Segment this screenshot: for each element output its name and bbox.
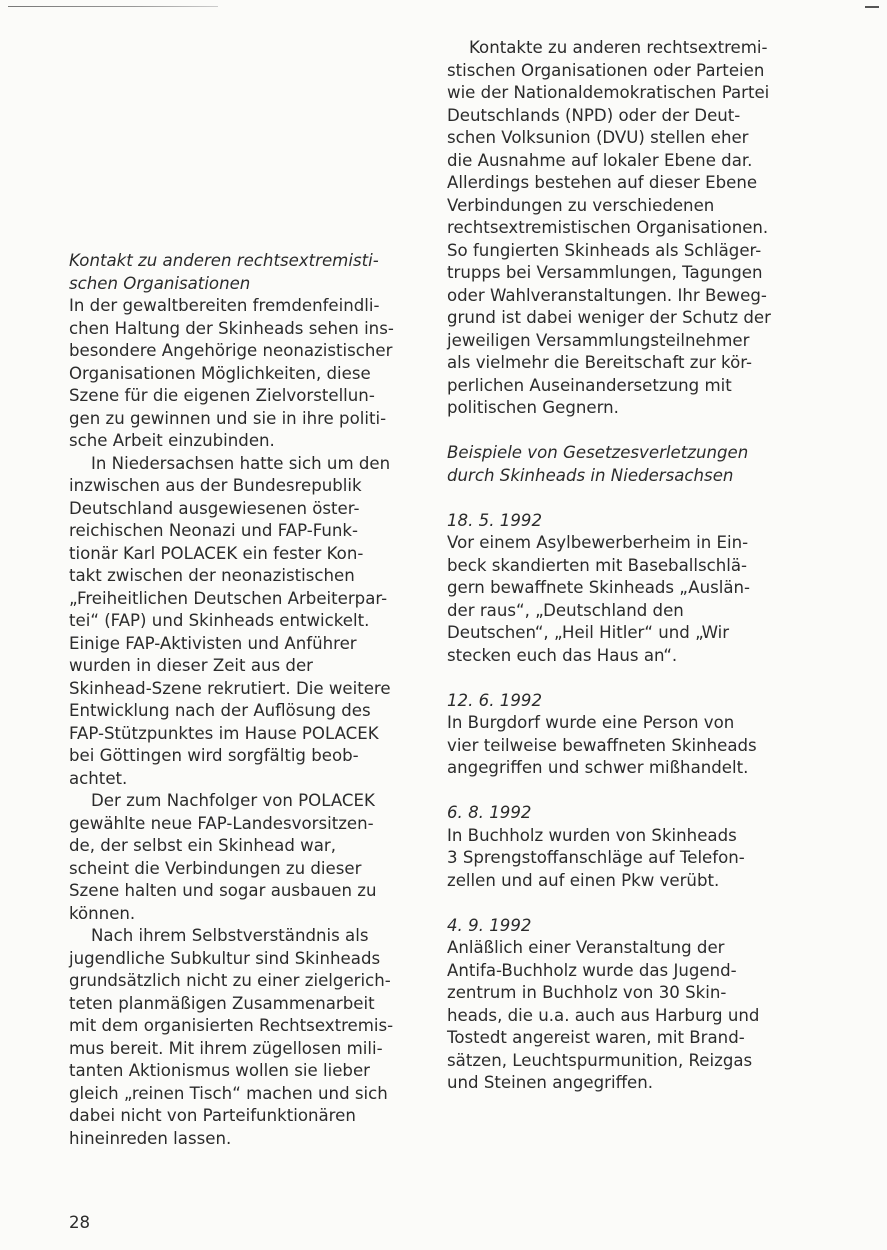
page-number: 28 [69,1213,91,1232]
top-rule [8,6,218,7]
left-paragraph-2: In Niedersachsen hatte sich um den inzwischen aus der Bundesrepublik Deutschland ausgewiesenen öster- reichischen Neonazi und FAP-Funk- tionär Karl POLACEK ein fester Kon- takt zwischen der neonazistischen „Freiheitlichen Deutschen Arbeiterpar- tei“ (FAP) und Skinheads entwickelt. Einige FAP-Aktivisten und Anführer wurden in dieser Zeit aus der Skinhead-Szene rekrutiert. Die weitere Entwicklung nach der Auflösung des FAP-Stützpunktes im Hause POLACEK bei Göttingen wird sorgfältig beob- achtet. [69,453,391,788]
incident-text: Anläßlich einer Veranstaltung der Antifa-Buchholz wurde das Jugend- zentrum in Buchholz von 30 Skin- heads, die u.a. auch aus Harburg und Tostedt angereist waren, mit Brand- sätzen, Leuchtspurmunition, Reizgas und Steinen angegriffen. [447,938,760,1092]
left-column [69,250,414,1150]
left-paragraph-1: In der gewaltbereiten fremdenfeindli- chen Haltung der Skinheads sehen ins- besondere Angehörige neonazistischer Organisationen Möglichkeiten, diese Szene für die eigenen Zielvorstellun- gen zu gewinnen und sie in ihre politi- sche Arbeit einzubinden. [69,296,394,450]
section-heading: Beispiele von Gesetzesverletzungen durch Skinheads in Niedersachsen [447,443,749,485]
right-intro-paragraph: Kontakte zu anderen rechtsextremi- stischen Organisationen oder Parteien wie der Nationaldemokratischen Partei Deutschlands (NPD) oder der Deut- schen Volksunion (DVU) stellen eher die Ausnahme auf lokaler Ebene dar. Allerdings bestehen auf dieser Ebene Verbindungen zu verschiedenen rechtsextremistischen Organisationen. So fungierten Skinheads als Schläger- trupps bei Versammlungen, Tagungen oder Wahlveranstaltungen. Ihr Beweg- grund ist dabei weniger der Schutz der jeweiligen Versammlungsteilnehmer als vielmehr die Bereitschaft zur kör- perlichen Auseinandersetzung mit politischen Gegnern. [447,38,771,417]
left-paragraph-4: Nach ihrem Selbstverständnis als jugendliche Subkultur sind Skinheads grundsätzlich nicht zu einer zielgerich- teten planmäßigen Zusammenarbeit mit dem organisierten Rechtsextremis- mus bereit. Mit ihrem zügellosen mili- tanten Aktionismus wollen sie lieber gleich „reinen Tisch“ machen und sich dabei nicht von Parteifunktionären hineinreden lassen. [69,926,394,1148]
corner-mark [865,6,879,8]
right-column [447,37,807,1095]
incident-date: 18. 5. 1992 [447,510,543,530]
incident-date: 12. 6. 1992 [447,690,543,710]
incident-date: 6. 8. 1992 [447,803,532,822]
incident-text: Vor einem Asylbewerberheim in Ein- beck skandierten mit Baseballschlä- gern bewaffnete Skinheads „Auslän- der raus“, „Deutschland den Deutschen“, „Heil Hitler“ und „Wir stecken euch das Haus an“. [447,533,751,665]
left-heading: Kontakt zu anderen rechtsextremisti- schen Organisationen [69,251,379,293]
incident-date: 4. 9. 1992 [447,915,532,935]
left-paragraph-3: Der zum Nachfolger von POLACEK gewählte neue FAP-Landesvorsitzen- de, der selbst ein Skinhead war, scheint die Verbindungen zu dieser Szene halten und sogar ausbauen zu können. [69,791,377,923]
incident-text: In Burgdorf wurde eine Person von vier teilweise bewaffneten Skinheads angegriffen und schwer mißhandelt. [447,713,757,777]
incident-text: In Buchholz wurden von Skinheads 3 Sprengstoffanschläge auf Telefon- zellen und auf einen Pkw verübt. [447,825,745,890]
